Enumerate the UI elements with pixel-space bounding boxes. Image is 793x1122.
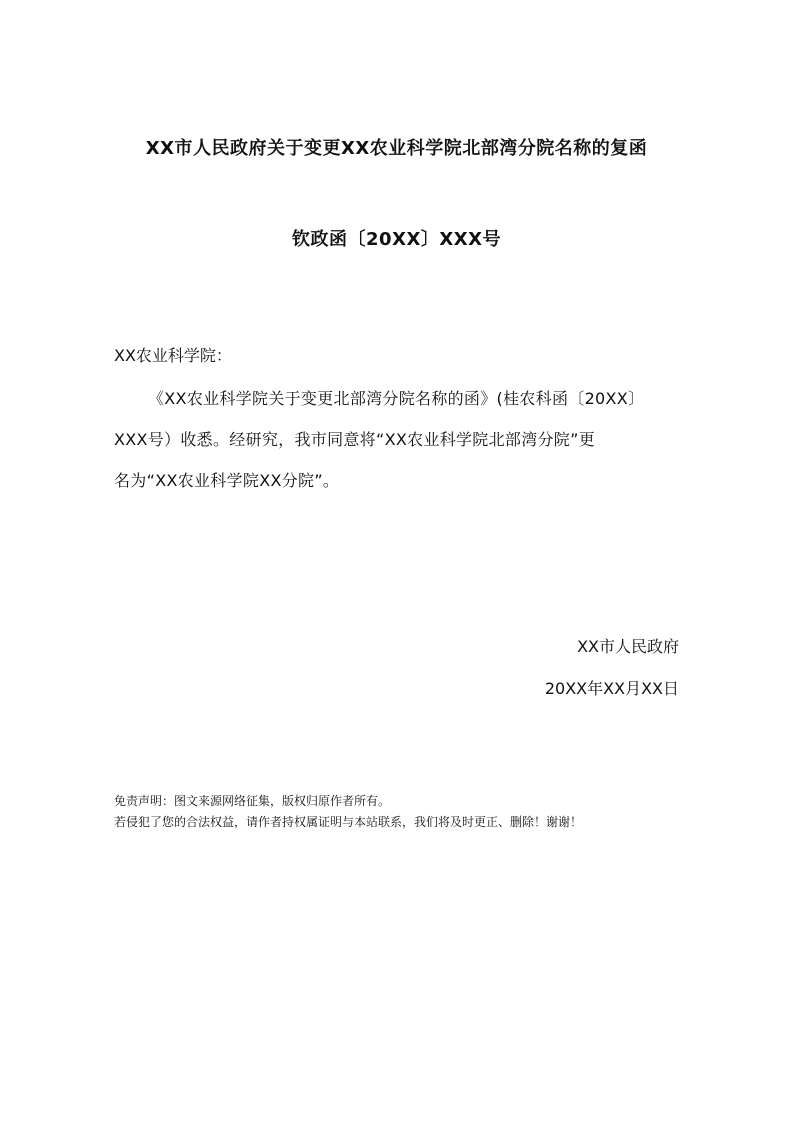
document-number: 钦政函〔20XX〕XXX号	[292, 229, 501, 250]
disclaimer-line: 免责声明：图文来源网络征集，版权归原作者所有。	[114, 794, 391, 808]
document-title: XX市人民政府关于变更XX农业科学院北部湾分院名称的复函	[145, 138, 648, 159]
body-line: 名为“XX农业科学院XX分院”。	[114, 471, 340, 490]
disclaimer-line: 若侵犯了您的合法权益，请作者持权属证明与本站联系，我们将及时更正、删除！谢谢！	[114, 815, 583, 829]
signature-date: 20XX年XX月XX日	[544, 679, 679, 698]
body-line: 《XX农业科学院关于变更北部湾分院名称的函》(桂农科函〔20XX〕	[148, 389, 645, 408]
body-line: XXX号）收悉。经研究，我市同意将“XX农业科学院北部湾分院”更	[114, 430, 595, 449]
signature-organization: XX市人民政府	[577, 637, 679, 656]
salutation: XX农业科学院：	[114, 346, 232, 365]
